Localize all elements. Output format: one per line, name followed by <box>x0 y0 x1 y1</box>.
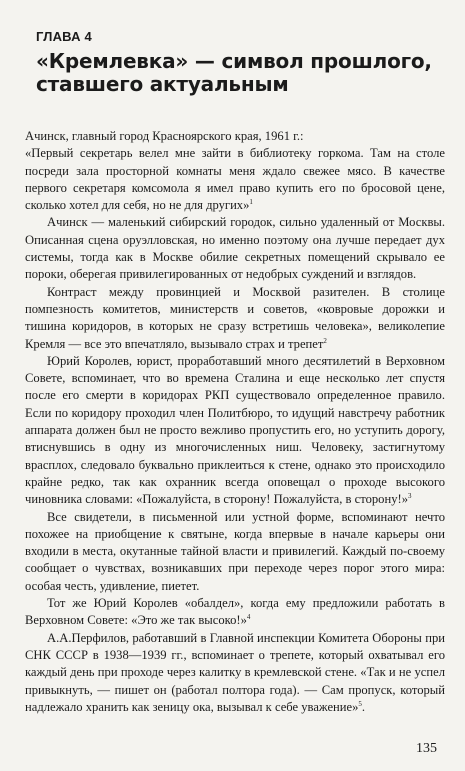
paragraph: А.А.Перфилов, работавший в Главной инспекции Комитета Обороны при СНК СССР в 1938—1939 гг., вспоминает о трепете, который охватывал его каждый день при проходе через калитку в кремлевской стене. «Так и не успел привыкнуть, — пишет он (работал полтора года). — Сам пропуск, который надлежало хранить как зеницу ока, вызывал к себе уважение»$^5$. <box>25 630 445 714</box>
footnote-ref: 3 <box>408 492 412 501</box>
footnote-ref: 4 <box>246 613 251 622</box>
paragraph: Ачинск, главный город Красноярского края, 1961 г.: <box>25 129 304 143</box>
paragraph: Контраст между провинцией и Москвой разителен. В столице помпезность комитетов, министерств и советов, «ковровые дорожки и тишина коридоров, в которых не сразу встретишь человека», великолепие Кремля — все это впечатляло, вызывало страх и трепет$^2$ <box>25 284 445 351</box>
page-number: 135 <box>416 741 437 756</box>
chapter-title: «Кремлевка» — символ прошлого, ставшего актуальным <box>36 49 432 96</box>
footnote-ref: 5 <box>358 699 362 708</box>
paragraph: Ачинск — маленький сибирский городок, сильно удаленный от Москвы. Описанная сцена оруэлловская, но именно поэтому она лучше передает дух системы, тогда как в Москве обилие секретных помещений скрывало ее пороки, оберегая привилегированных от недобрых суждений и взглядов. <box>25 215 445 282</box>
footnote-ref: 1 <box>249 198 253 206</box>
body-text <box>25 128 445 716</box>
paragraph: Все свидетели, в письменной или устной форме, вспоминают нечто похожее на приобщение к святыне, когда впервые в начале карьеры они входили в места, окутанные тайной власти и привилегий. Каждый по-своему сообщает о чувствах, возникавших при переходе через порог этого мира: особая честь, удивление, пиетет. <box>25 509 445 593</box>
paragraph: Тот же Юрий Королев «обалдел», когда ему предложили работать в Верховном Совете: «Это же так высоко!»$^4$ <box>25 596 445 628</box>
paragraph: «Первый секретарь велел мне зайти в библиотеку горкома. Там на столе посреди зала просторной комнаты меня ждало свежее мясо. В качестве первого секретаря комсомола я имел право купить его по бросовой цене, сколько хотел для себя, но не для других»$^1$ <box>25 146 445 213</box>
paragraph: Юрий Королев, юрист, проработавший много десятилетий в Верховном Совете, вспоминает, что во времена Сталина и еще несколько лет спустя после его смерти в коридорах РКП существовало определенное правило. Если по коридору проходил член Политбюро, то идущий навстречу работник аппарата должен был не просто вежливо пропустить его, но уступить дорогу, втиснувшись в одну из многочисленных ниш. Человеку, застигнутому врасплох, следовало буквально приклеиться к стене, однако это происходило крайне редко, так как охранник всегда оповещал о проходе высокого чиновника словами: «Пожалуйста, в сторону! Пожалуйста, в сторону!»$^3$ <box>25 353 445 507</box>
footnote-ref: 2 <box>323 336 327 345</box>
chapter-label: ГЛАВА 4 <box>36 29 92 44</box>
